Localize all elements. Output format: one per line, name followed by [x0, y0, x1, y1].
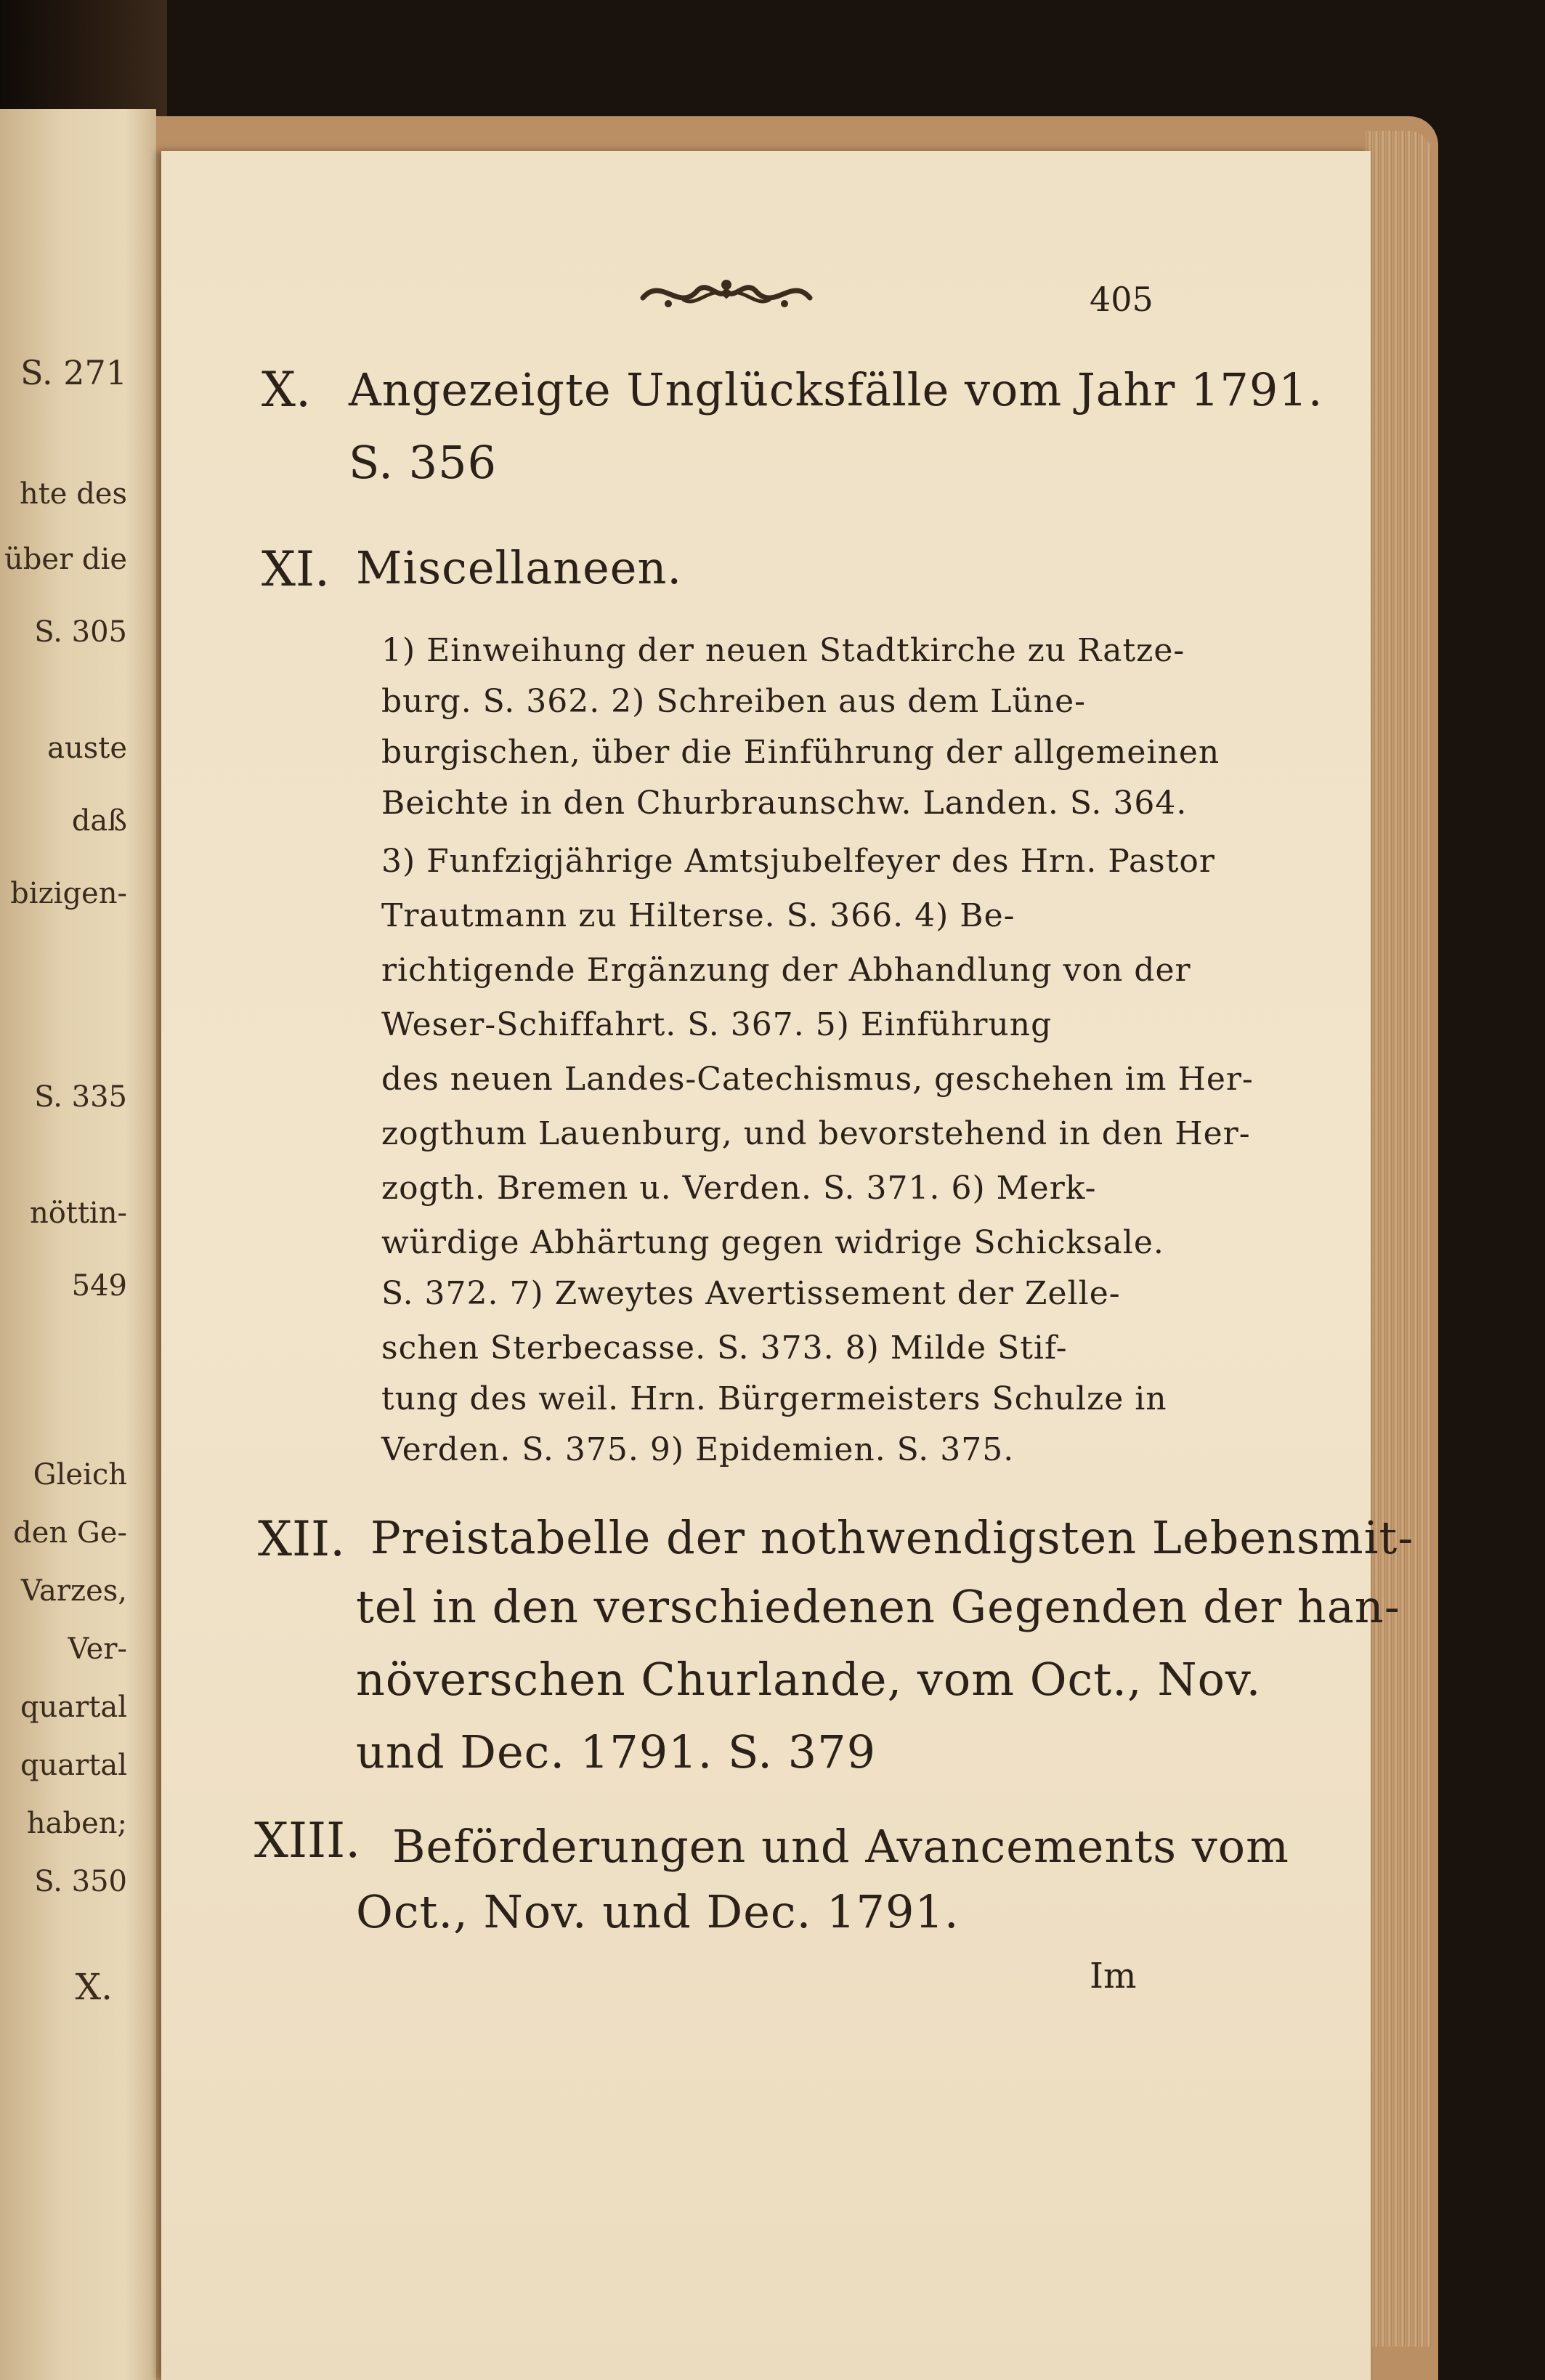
left-page-line: S. 305 [34, 615, 127, 649]
section-numeral: XI. [261, 541, 331, 597]
left-page-line: daß [71, 804, 127, 838]
left-page-line: Varzes, [20, 1574, 127, 1608]
body-line: würdige Abhärtung gegen widrige Schicksale. [381, 1224, 1164, 1261]
left-page-line: über die [4, 543, 127, 576]
left-page-line: 549 [71, 1269, 127, 1303]
section-title: und Dec. 1791. S. 379 [356, 1725, 877, 1778]
left-page-line: haben; [26, 1807, 127, 1840]
section-numeral: XII. [258, 1511, 346, 1567]
left-page-line: Gleich [33, 1458, 127, 1491]
left-page-line: hte des [19, 477, 127, 511]
section-title: Oct., Nov. und Dec. 1791. [356, 1885, 960, 1938]
left-page-line: quartal [20, 1691, 127, 1724]
left-page-line: auste [47, 732, 127, 765]
body-line: richtigende Ergänzung der Abhandlung von der [381, 952, 1191, 989]
section-title: Miscellaneen. [356, 541, 683, 594]
section-title: S. 356 [349, 436, 498, 489]
left-page-line: X. [75, 1966, 113, 2008]
section-title: Beförderungen und Avancements vom [392, 1820, 1289, 1873]
section-title: Angezeigte Unglücksfälle vom Jahr 1791. [349, 363, 1323, 416]
left-page-line: S. 335 [34, 1080, 127, 1114]
left-page-line: quartal [20, 1749, 127, 1782]
left-page-line: Ver- [68, 1632, 127, 1666]
body-line: schen Sterbecasse. S. 373. 8) Milde Stif- [381, 1329, 1068, 1367]
section-numeral: XIII. [254, 1813, 361, 1869]
body-line: S. 372. 7) Zweytes Avertissement der Zelle- [381, 1275, 1121, 1312]
body-line: 3) Funfzigjährige Amtsjubelfeyer des Hrn. Pastor [381, 843, 1215, 880]
page-fore-edge [1366, 131, 1431, 2347]
ornament-flourish-icon [639, 269, 814, 320]
left-page-line: bizigen- [10, 877, 127, 910]
left-page-line: den Ge- [13, 1516, 127, 1550]
body-line: burgischen, über die Einführung der allgemeinen [381, 734, 1220, 771]
body-line: burg. S. 362. 2) Schreiben aus dem Lüne- [381, 683, 1086, 720]
body-line: Weser-Schiffahrt. S. 367. 5) Einführung [381, 1006, 1053, 1043]
body-line: Trautmann zu Hilterse. S. 366. 4) Be- [381, 897, 1015, 934]
section-numeral: X. [261, 362, 311, 418]
left-page-line: nöttin- [29, 1197, 127, 1230]
main-page [161, 151, 1371, 2380]
body-line: 1) Einweihung der neuen Stadtkirche zu Ratze- [381, 632, 1185, 669]
left-page-line: S. 350 [34, 1865, 127, 1898]
body-line: zogthum Lauenburg, und bevorstehend in den Her- [381, 1115, 1251, 1152]
body-line: Verden. S. 375. 9) Epidemien. S. 375. [381, 1431, 1015, 1468]
body-line: zogth. Bremen u. Verden. S. 371. 6) Merk- [381, 1170, 1097, 1207]
catchword: Im [1090, 1956, 1137, 1996]
left-page-line: S. 271 [20, 353, 127, 392]
body-line: Beichte in den Churbraunschw. Landen. S. 364. [381, 785, 1188, 822]
section-title: tel in den verschiedenen Gegenden der han- [356, 1580, 1400, 1633]
page-number: 405 [1090, 280, 1153, 319]
section-title: növerschen Churlande, vom Oct., Nov. [356, 1653, 1262, 1706]
section-title: Preistabelle der nothwendigsten Lebensmit- [370, 1511, 1414, 1564]
body-line: tung des weil. Hrn. Bürgermeisters Schulze in [381, 1380, 1167, 1417]
body-line: des neuen Landes-Catechismus, geschehen im Her- [381, 1061, 1254, 1098]
previous-page-strip [0, 109, 156, 2380]
